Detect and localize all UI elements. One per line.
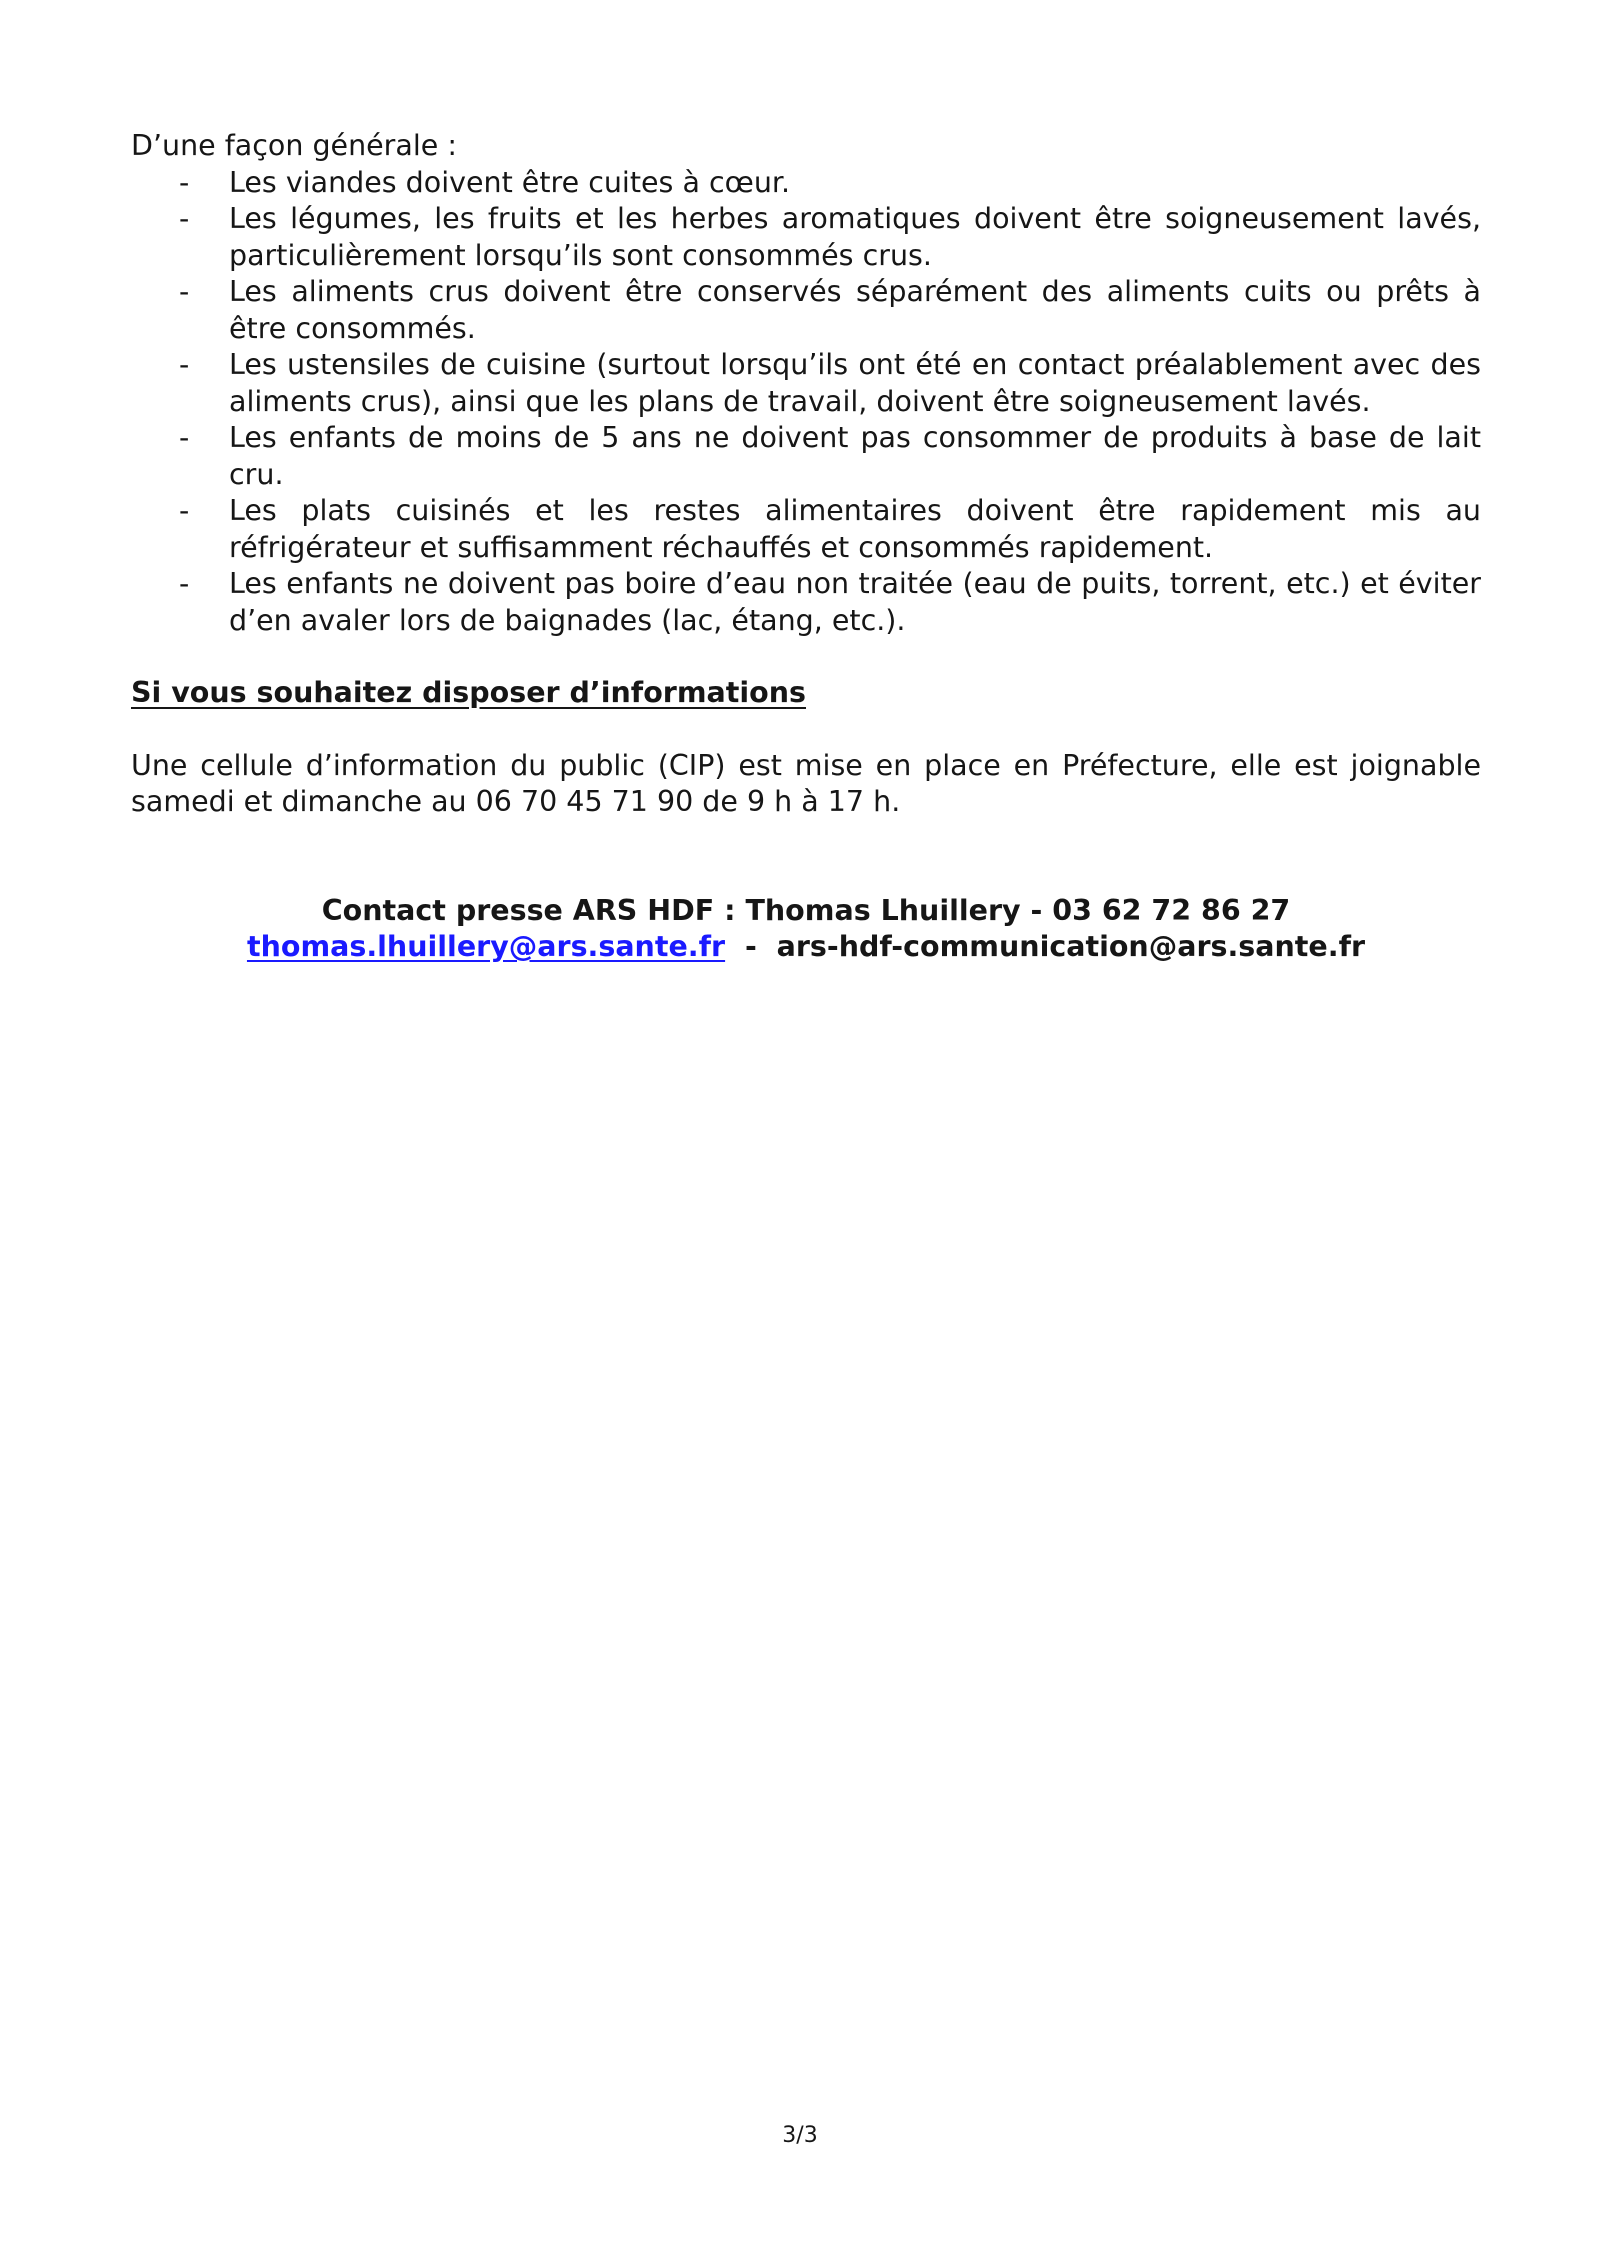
communication-email: ars-hdf-communication@ars.sante.fr	[776, 930, 1366, 963]
intro-text: D’une façon générale :	[131, 129, 457, 162]
page-content	[131, 128, 1481, 966]
list-item-text: Les enfants de moins de 5 ans ne doivent pas consommer de produits à base de lait cru.	[229, 421, 1481, 491]
list-item	[131, 165, 1481, 202]
contact-email-link[interactable]: thomas.lhuillery@ars.sante.fr	[246, 930, 726, 963]
list-item	[131, 566, 1481, 639]
press-contact-block	[131, 893, 1481, 966]
bullet-dash: -	[179, 421, 190, 454]
press-contact-emails	[131, 929, 1481, 966]
bullet-dash: -	[179, 348, 190, 381]
list-item	[131, 274, 1481, 347]
hygiene-rules-list	[131, 165, 1481, 640]
bullet-dash: -	[179, 494, 190, 527]
list-item	[131, 420, 1481, 493]
email-separator: -	[725, 930, 777, 963]
bullet-dash: -	[179, 202, 190, 235]
info-section-heading: Si vous souhaitez disposer d’informations	[131, 676, 806, 709]
list-item-text: Les légumes, les fruits et les herbes aromatiques doivent être soigneusement lavés, particulièrement lorsqu’ils sont consommés crus.	[229, 202, 1481, 272]
list-item-text: Les viandes doivent être cuites à cœur.	[229, 165, 791, 199]
bullet-dash: -	[179, 165, 190, 199]
press-contact-line: Contact presse ARS HDF : Thomas Lhuillery - 03 62 72 86 27	[321, 893, 1291, 927]
page-number: 3/3	[782, 2123, 818, 2148]
list-item-text: Les aliments crus doivent être conservés séparément des aliments cuits ou prêts à être consommés.	[229, 275, 1481, 345]
list-item	[131, 493, 1481, 566]
list-item-text: Les ustensiles de cuisine (surtout lorsqu’ils ont été en contact préalablement avec des aliments crus), ainsi que les plans de travail, doivent être soigneusement lavés.	[229, 348, 1481, 418]
list-item	[131, 201, 1481, 274]
list-item-text: Les enfants ne doivent pas boire d’eau non traitée (eau de puits, torrent, etc.) et éviter d’en avaler lors de baignades (lac, étang, etc.).	[229, 567, 1481, 637]
info-section-body: Une cellule d’information du public (CIP) est mise en place en Préfecture, elle est joignable samedi et dimanche au 06 70 45 71 90 de 9 h à 17 h.	[131, 748, 1481, 818]
list-item-text: Les plats cuisinés et les restes alimentaires doivent être rapidement mis au réfrigérateur et suffisamment réchauffés et consommés rapidement.	[229, 494, 1481, 564]
bullet-dash: -	[179, 275, 190, 308]
list-item	[131, 347, 1481, 420]
bullet-dash: -	[179, 567, 190, 600]
